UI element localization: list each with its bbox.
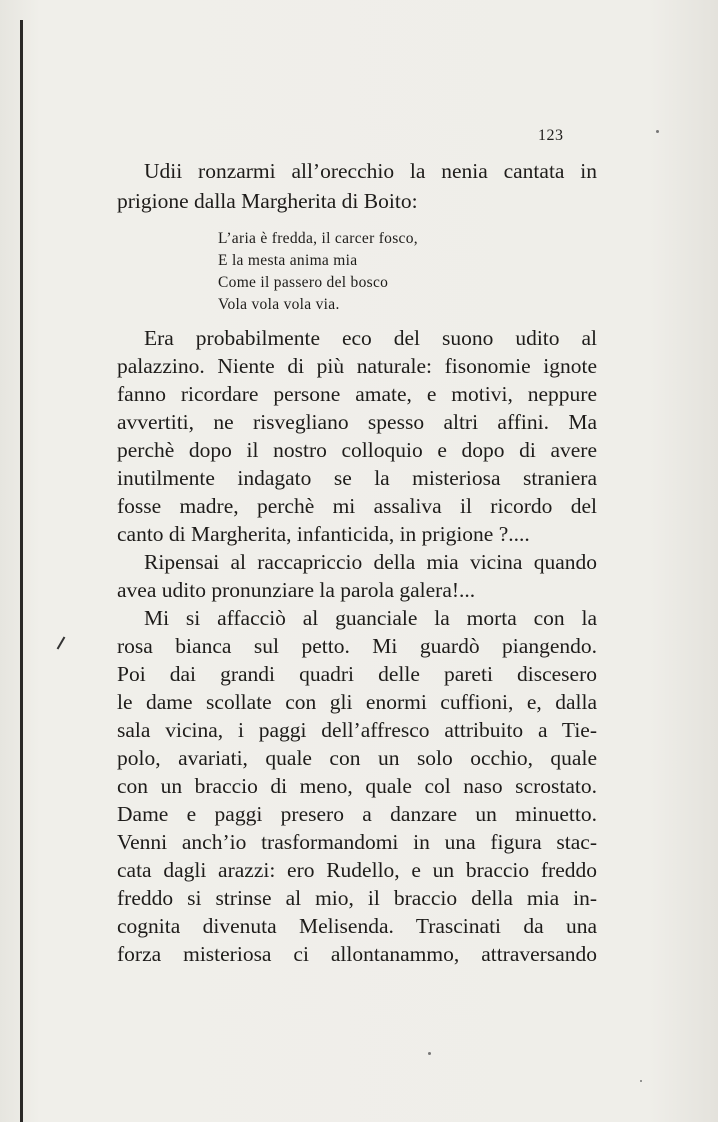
scan-speck (640, 1080, 642, 1082)
margin-pen-mark (57, 636, 66, 649)
text-line: fosse madre, perchè mi assaliva il ricordo del (117, 494, 597, 518)
text-line: perchè dopo il nostro colloquio e dopo di avere (117, 438, 597, 462)
scan-speck (656, 130, 659, 133)
text-line: sala vicina, i paggi dell’affresco attribuito a Tie- (117, 718, 597, 742)
verse-line: E la mesta anima mia (218, 252, 358, 269)
text-line: le dame scollate con gli enormi cuffioni, e, dalla (117, 690, 597, 714)
text-line: Venni anch’io trasformandomi in una figura stac- (117, 830, 597, 854)
verse-line: Come il passero del bosco (218, 274, 389, 291)
text-line: prigione dalla Margherita di Boito: (117, 189, 418, 213)
text-line: cognita divenuta Melisenda. Trascinati da una (117, 914, 597, 938)
text-line: cata dagli arazzi: ero Rudello, e un braccio freddo (117, 858, 597, 882)
text-line: palazzino. Niente di più naturale: fisonomie ignote (117, 354, 597, 378)
text-line: Ripensai al raccapriccio della mia vicina quando (144, 550, 597, 574)
text-line: Mi si affacciò al guanciale la morta con la (144, 606, 597, 630)
text-line: Era probabilmente eco del suono udito al (144, 326, 597, 350)
text-line: canto di Margherita, infanticida, in prigione ?.... (117, 522, 530, 546)
text-line: inutilmente indagato se la misteriosa straniera (117, 466, 597, 490)
text-line: avvertiti, ne risvegliano spesso altri affini. Ma (117, 410, 597, 434)
page-number: 123 (538, 127, 564, 144)
text-line: Udii ronzarmi all’orecchio la nenia cantata in (144, 159, 597, 183)
text-line: Poi dai grandi quadri delle pareti discesero (117, 662, 597, 686)
text-line: rosa bianca sul petto. Mi guardò piangendo. (117, 634, 597, 658)
text-line: polo, avariati, quale con un solo occhio, quale (117, 746, 597, 770)
text-line: Dame e paggi presero a danzare un minuetto. (117, 802, 597, 826)
page-edge-line (20, 20, 23, 1122)
scan-speck (428, 1052, 431, 1055)
verse-line: Vola vola vola via. (218, 296, 340, 313)
verse-line: L’aria è fredda, il carcer fosco, (218, 230, 418, 247)
text-line: freddo si strinse al mio, il braccio della mia in- (117, 886, 597, 910)
text-line: fanno ricordare persone amate, e motivi, neppure (117, 382, 597, 406)
text-line: avea udito pronunziare la parola galera!... (117, 578, 476, 602)
text-line: con un braccio di meno, quale col naso scrostato. (117, 774, 597, 798)
text-line: forza misteriosa ci allontanammo, attraversando (117, 942, 597, 966)
